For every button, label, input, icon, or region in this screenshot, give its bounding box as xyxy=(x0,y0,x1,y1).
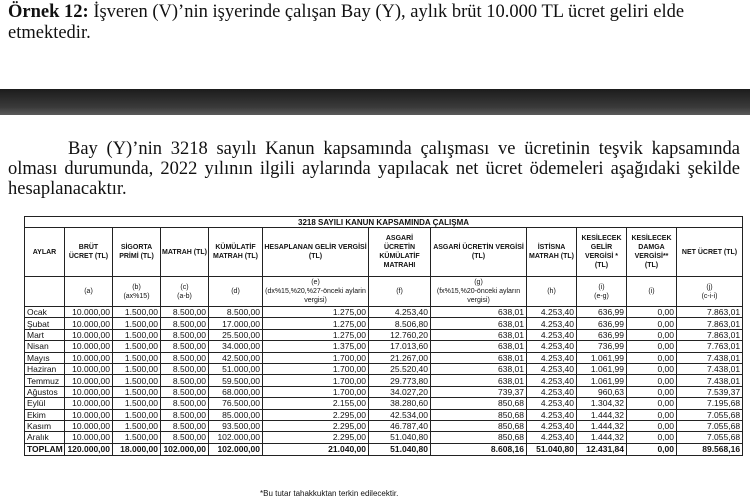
value-cell: 7.863,01 xyxy=(677,329,743,340)
value-cell: 8.500,00 xyxy=(161,352,209,363)
value-cell: 102.000,00 xyxy=(209,432,263,443)
total-cell: 0,00 xyxy=(627,443,677,455)
value-cell: 1.444,32 xyxy=(577,432,627,443)
value-cell: 25.520,40 xyxy=(369,363,431,374)
value-cell: 0,00 xyxy=(627,386,677,397)
value-cell: 1.275,00 xyxy=(263,329,369,340)
value-cell: 1.444,32 xyxy=(577,409,627,420)
column-formula: (b) (ax%15) xyxy=(113,277,161,307)
table-row xyxy=(25,329,743,340)
value-cell: 34.000,00 xyxy=(209,341,263,352)
value-cell: 850,68 xyxy=(431,420,527,431)
value-cell: 1.700,00 xyxy=(263,363,369,374)
value-cell: 1.061,99 xyxy=(577,352,627,363)
value-cell: 51.040,80 xyxy=(369,432,431,443)
value-cell: 4.253,40 xyxy=(527,398,577,409)
total-row xyxy=(25,443,743,455)
value-cell: 1.500,00 xyxy=(113,329,161,340)
table-row xyxy=(25,341,743,352)
value-cell: 638,01 xyxy=(431,318,527,329)
month-cell: Eylül xyxy=(25,398,65,409)
value-cell: 638,01 xyxy=(431,341,527,352)
value-cell: 4.253,40 xyxy=(527,409,577,420)
value-cell: 1.700,00 xyxy=(263,375,369,386)
value-cell: 4.253,40 xyxy=(527,329,577,340)
total-cell: 51.040,80 xyxy=(527,443,577,455)
footnote: *Bu tutar tahakkuktan terkin edilecektir. xyxy=(260,489,399,498)
value-cell: 8.500,00 xyxy=(161,432,209,443)
value-cell: 850,68 xyxy=(431,398,527,409)
value-cell: 4.253,40 xyxy=(527,432,577,443)
column-formula: (h) xyxy=(527,277,577,307)
value-cell: 68.000,00 xyxy=(209,386,263,397)
value-cell: 34.027,20 xyxy=(369,386,431,397)
value-cell: 1.061,99 xyxy=(577,375,627,386)
table-row xyxy=(25,307,743,318)
value-cell: 8.500,00 xyxy=(161,409,209,420)
example-text: İşveren (V)’nin işyerinde çalışan Bay (Y), aylık brüt 10.000 TL ücret geliri elde etmektedir. xyxy=(8,2,685,43)
column-formula: (i) xyxy=(627,277,677,307)
value-cell: 1.375,00 xyxy=(263,341,369,352)
value-cell: 10.000,00 xyxy=(65,420,113,431)
table-row xyxy=(25,363,743,374)
column-header: MATRAH (TL) xyxy=(161,228,209,277)
value-cell: 4.253,40 xyxy=(527,386,577,397)
value-cell: 8.500,00 xyxy=(161,398,209,409)
value-cell: 1.444,32 xyxy=(577,420,627,431)
value-cell: 4.253,40 xyxy=(527,318,577,329)
value-cell: 1.500,00 xyxy=(113,375,161,386)
value-cell: 1.500,00 xyxy=(113,432,161,443)
month-cell: Nisan xyxy=(25,341,65,352)
value-cell: 93.500,00 xyxy=(209,420,263,431)
value-cell: 636,99 xyxy=(577,318,627,329)
month-cell: Ocak xyxy=(25,307,65,318)
value-cell: 7.438,01 xyxy=(677,375,743,386)
table-row xyxy=(25,386,743,397)
value-cell: 8.500,00 xyxy=(161,341,209,352)
table-row xyxy=(25,420,743,431)
value-cell: 12.760,20 xyxy=(369,329,431,340)
value-cell: 850,68 xyxy=(431,432,527,443)
column-formula: (i) (e-g) xyxy=(577,277,627,307)
value-cell: 1.500,00 xyxy=(113,398,161,409)
value-cell: 1.304,32 xyxy=(577,398,627,409)
total-cell: 120.000,00 xyxy=(65,443,113,455)
value-cell: 1.061,99 xyxy=(577,363,627,374)
value-cell: 636,99 xyxy=(577,307,627,318)
value-cell: 17.000,00 xyxy=(209,318,263,329)
column-header: ASGARİ ÜCRETİN KÜMÜLATİF MATRAHI xyxy=(369,228,431,277)
value-cell: 1.275,00 xyxy=(263,307,369,318)
body-paragraph: Bay (Y)’nin 3218 sayılı Kanun kapsamında çalışması ve ücretinin teşvik kapsamında olması durumunda, 2022 yılının ilgili aylarında yapılacak net ücret ödemeleri aşağıdaki şekilde hesaplanacaktır. xyxy=(8,139,740,199)
value-cell: 8.500,00 xyxy=(209,307,263,318)
value-cell: 7.055,68 xyxy=(677,420,743,431)
value-cell: 1.500,00 xyxy=(113,318,161,329)
value-cell: 1.500,00 xyxy=(113,386,161,397)
value-cell: 7.863,01 xyxy=(677,307,743,318)
value-cell: 4.253,40 xyxy=(527,363,577,374)
value-cell: 638,01 xyxy=(431,307,527,318)
value-cell: 0,00 xyxy=(627,432,677,443)
month-cell: Haziran xyxy=(25,363,65,374)
total-cell: 102.000,00 xyxy=(161,443,209,455)
total-cell: 51.040,80 xyxy=(369,443,431,455)
value-cell: 2.295,00 xyxy=(263,409,369,420)
value-cell: 1.700,00 xyxy=(263,352,369,363)
total-cell: 89.568,16 xyxy=(677,443,743,455)
value-cell: 1.500,00 xyxy=(113,420,161,431)
value-cell: 1.500,00 xyxy=(113,352,161,363)
table-row xyxy=(25,432,743,443)
column-formula: (e) (dx%15,%20,%27-önceki aylarin vergisi) xyxy=(263,277,369,307)
month-cell: Mart xyxy=(25,329,65,340)
value-cell: 0,00 xyxy=(627,307,677,318)
month-cell: Aralık xyxy=(25,432,65,443)
column-formula: (a) xyxy=(65,277,113,307)
value-cell: 1.275,00 xyxy=(263,318,369,329)
value-cell: 85.000,00 xyxy=(209,409,263,420)
value-cell: 21.267,00 xyxy=(369,352,431,363)
value-cell: 51.000,00 xyxy=(209,363,263,374)
value-cell: 10.000,00 xyxy=(65,329,113,340)
value-cell: 10.000,00 xyxy=(65,318,113,329)
value-cell: 7.863,01 xyxy=(677,318,743,329)
value-cell: 10.000,00 xyxy=(65,352,113,363)
table-row xyxy=(25,398,743,409)
total-cell: 8.608,16 xyxy=(431,443,527,455)
value-cell: 4.253,40 xyxy=(527,420,577,431)
value-cell: 7.438,01 xyxy=(677,363,743,374)
column-header: KÜMÜLATİF MATRAH (TL) xyxy=(209,228,263,277)
month-cell: Mayıs xyxy=(25,352,65,363)
value-cell: 8.500,00 xyxy=(161,329,209,340)
total-cell: 12.431,84 xyxy=(577,443,627,455)
example-label: Örnek 12: xyxy=(8,2,89,22)
total-label: TOPLAM xyxy=(25,443,65,455)
value-cell: 0,00 xyxy=(627,363,677,374)
value-cell: 0,00 xyxy=(627,375,677,386)
value-cell: 7.539,37 xyxy=(677,386,743,397)
value-cell: 10.000,00 xyxy=(65,398,113,409)
value-cell: 8.506,80 xyxy=(369,318,431,329)
value-cell: 1.500,00 xyxy=(113,363,161,374)
column-formula: (j) (c-i-i) xyxy=(677,277,743,307)
month-cell: Kasım xyxy=(25,420,65,431)
value-cell: 850,68 xyxy=(431,409,527,420)
value-cell: 8.500,00 xyxy=(161,386,209,397)
value-cell: 42.500,00 xyxy=(209,352,263,363)
value-cell: 0,00 xyxy=(627,352,677,363)
table-title: 3218 SAYILI KANUN KAPSAMINDA ÇALIŞMA xyxy=(25,217,743,228)
value-cell: 10.000,00 xyxy=(65,432,113,443)
column-header: İSTİSNA MATRAH (TL) xyxy=(527,228,577,277)
column-header: KESİLECEK GELİR VERGİSİ * (TL) xyxy=(577,228,627,277)
month-cell: Ekim xyxy=(25,409,65,420)
column-header: HESAPLANAN GELİR VERGİSİ (TL) xyxy=(263,228,369,277)
value-cell: 739,37 xyxy=(431,386,527,397)
column-header: BRÜT ÜCRET (TL) xyxy=(65,228,113,277)
column-header: ASGARİ ÜCRETİN VERGİSİ (TL) xyxy=(431,228,527,277)
total-cell: 21.040,00 xyxy=(263,443,369,455)
value-cell: 1.500,00 xyxy=(113,409,161,420)
value-cell: 10.000,00 xyxy=(65,409,113,420)
column-formula: (f) xyxy=(369,277,431,307)
value-cell: 638,01 xyxy=(431,363,527,374)
value-cell: 638,01 xyxy=(431,375,527,386)
value-cell: 4.253,40 xyxy=(369,307,431,318)
table-row xyxy=(25,375,743,386)
value-cell: 7.438,01 xyxy=(677,352,743,363)
value-cell: 7.055,68 xyxy=(677,432,743,443)
value-cell: 10.000,00 xyxy=(65,375,113,386)
month-cell: Temmuz xyxy=(25,375,65,386)
total-cell: 18.000,00 xyxy=(113,443,161,455)
value-cell: 1.500,00 xyxy=(113,341,161,352)
value-cell: 960,63 xyxy=(577,386,627,397)
value-cell: 736,99 xyxy=(577,341,627,352)
value-cell: 0,00 xyxy=(627,409,677,420)
value-cell: 10.000,00 xyxy=(65,363,113,374)
value-cell: 29.773,80 xyxy=(369,375,431,386)
table-row xyxy=(25,352,743,363)
salary-table xyxy=(24,216,743,456)
table-row xyxy=(25,409,743,420)
column-header: NET ÜCRET (TL) xyxy=(677,228,743,277)
value-cell: 0,00 xyxy=(627,398,677,409)
value-cell: 38.280,60 xyxy=(369,398,431,409)
page-divider-band xyxy=(0,89,750,115)
value-cell: 636,99 xyxy=(577,329,627,340)
value-cell: 76.500,00 xyxy=(209,398,263,409)
value-cell: 10.000,00 xyxy=(65,341,113,352)
value-cell: 4.253,40 xyxy=(527,341,577,352)
column-formula: (d) xyxy=(209,277,263,307)
value-cell: 25.500,00 xyxy=(209,329,263,340)
value-cell: 4.253,40 xyxy=(527,352,577,363)
value-cell: 46.787,40 xyxy=(369,420,431,431)
value-cell: 8.500,00 xyxy=(161,318,209,329)
value-cell: 10.000,00 xyxy=(65,307,113,318)
value-cell: 638,01 xyxy=(431,352,527,363)
value-cell: 2.295,00 xyxy=(263,432,369,443)
value-cell: 8.500,00 xyxy=(161,307,209,318)
value-cell: 59.500,00 xyxy=(209,375,263,386)
column-formula: (c) (a-b) xyxy=(161,277,209,307)
value-cell: 4.253,40 xyxy=(527,375,577,386)
value-cell: 7.195,68 xyxy=(677,398,743,409)
value-cell: 2.295,00 xyxy=(263,420,369,431)
value-cell: 10.000,00 xyxy=(65,386,113,397)
value-cell: 8.500,00 xyxy=(161,420,209,431)
value-cell: 0,00 xyxy=(627,318,677,329)
month-cell: Ağustos xyxy=(25,386,65,397)
value-cell: 7.055,68 xyxy=(677,409,743,420)
value-cell: 0,00 xyxy=(627,420,677,431)
value-cell: 4.253,40 xyxy=(527,307,577,318)
example-intro xyxy=(8,2,740,44)
column-header: SİGORTA PRİMİ (TL) xyxy=(113,228,161,277)
column-formula xyxy=(25,277,65,307)
value-cell: 8.500,00 xyxy=(161,363,209,374)
column-formula: (g) (fx%15,%20-önceki ayların vergisi) xyxy=(431,277,527,307)
value-cell: 7.763,01 xyxy=(677,341,743,352)
table-row xyxy=(25,318,743,329)
value-cell: 2.155,00 xyxy=(263,398,369,409)
value-cell: 0,00 xyxy=(627,329,677,340)
value-cell: 17.013,60 xyxy=(369,341,431,352)
value-cell: 42.534,00 xyxy=(369,409,431,420)
value-cell: 0,00 xyxy=(627,341,677,352)
value-cell: 1.700,00 xyxy=(263,386,369,397)
value-cell: 8.500,00 xyxy=(161,375,209,386)
column-header: KESİLECEK DAMGA VERGİSİ** (TL) xyxy=(627,228,677,277)
column-header: AYLAR xyxy=(25,228,65,277)
value-cell: 638,01 xyxy=(431,329,527,340)
value-cell: 1.500,00 xyxy=(113,307,161,318)
month-cell: Şubat xyxy=(25,318,65,329)
total-cell: 102.000,00 xyxy=(209,443,263,455)
